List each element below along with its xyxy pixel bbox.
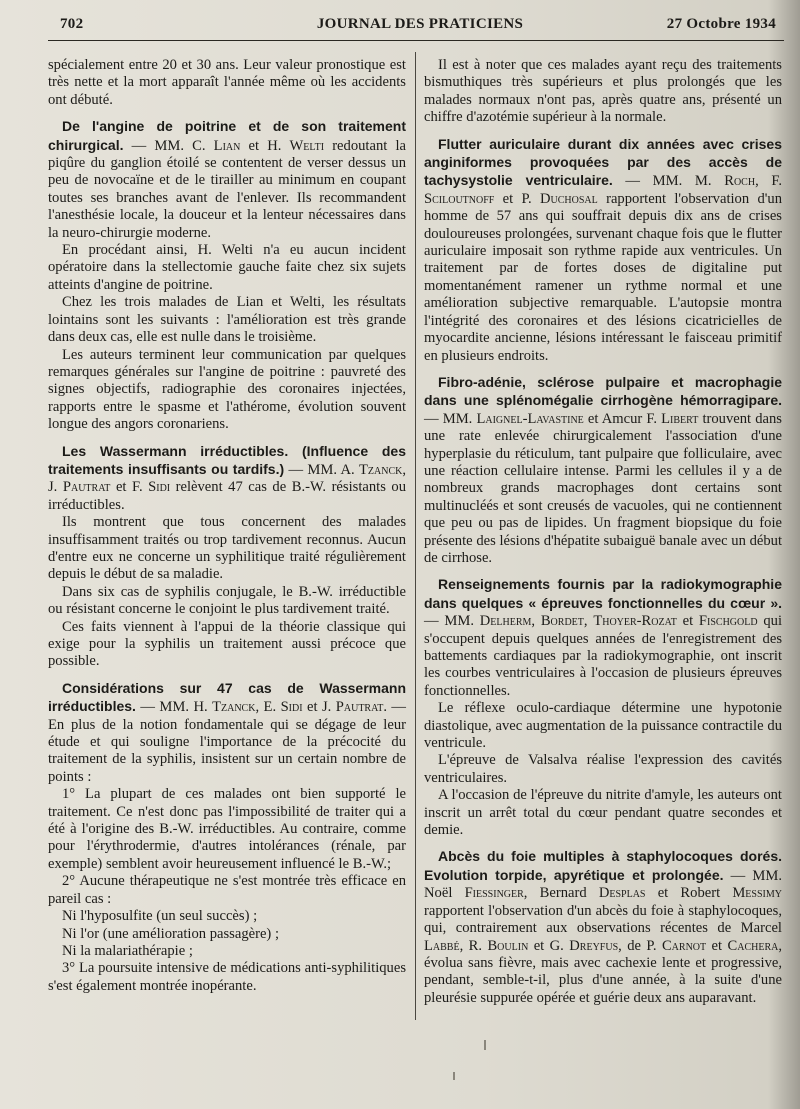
author-name: Lian [213, 137, 241, 154]
print-mark [484, 1040, 486, 1050]
print-mark [453, 1072, 455, 1080]
article-title: Abcès du foie multiples à staphylocoques dorés. Evolution torpide, apyrétique et prolongée. [424, 848, 782, 883]
paragraph: Il est à noter que ces malades ayant reçu des traitements bismuthiques très supérieurs et plus prolongés que les malades normaux n'ont pas, après quatre ans, présenté un chiffre d'azotémie supérieur à la normale. [424, 57, 782, 126]
paragraph: Dans six cas de syphilis conjugale, le B.-W. irréductible ou résistant concerne le conjoint le plus tardivement traité. [48, 583, 406, 618]
reference-name: Dreyfus [569, 937, 619, 954]
author-name: Duchosal [539, 190, 598, 207]
paragraph: 2° Aucune thérapeutique ne s'est montrée très efficace en pareil cas : [48, 873, 406, 907]
reference-name: Labbé [424, 937, 460, 954]
author-name: Laignel-Lavastine [476, 410, 584, 427]
running-header [60, 16, 780, 38]
paragraph: L'épreuve de Valsalva réalise l'expression des cavités ventriculaires. [424, 752, 782, 786]
author-name: Thoyer-Rozat [593, 613, 677, 630]
article-title: Fibro-adénie, sclérose pulpaire et macrophagie dans une splénomégalie cirrhogène hémorragipare. [424, 373, 782, 409]
author-name: Pautrat [335, 699, 384, 716]
column-divider [415, 52, 416, 1020]
author-name: Fiessinger [464, 885, 524, 902]
author-name: Sciloutnoff [424, 190, 495, 207]
article-considerations: Considérations sur 47 cas de Wassermann irréductibles. — MM. H. Tzanck, E. Sidi et J. Pautrat. — En plus de la notion fondamentale qui se dégage de leur étude et qui souligne l'importance de la précocité du traitement de la syphilis, insistent sur un certain nombre de points : [48, 679, 407, 785]
reference-name: Carnot [661, 937, 707, 954]
paragraph: Les auteurs terminent leur communication par quelques remarques générales sur l'angine de poitrine : pauvreté des signes objectifs, radiographie des coronaires injectées, rapports entre le spasme et l'athérome, évolution souvent longue des angors coronariens. [48, 346, 406, 433]
paragraph: A l'occasion de l'épreuve du nitrite d'amyle, les auteurs ont inscrit un arrêt total du cœur pendant quatre secondes et demie. [424, 787, 782, 839]
paragraph: 3° La poursuite intensive de médications anti-syphilitiques s'est également montrée inopérante. [48, 960, 406, 994]
article-angine: De l'angine de poitrine et de son traitement chirurgical. — MM. C. Lian et H. Welti redoutant la piqûre du ganglion étoilé se contentent de verser dessus un peu de novocaïne et de le tirailler au minimum en coupant toutes ses branches avant de l'enlever. Ils recommandent l'anesthésie locale, la douceur et la lenteur nécessaires dans la neuro-chirurgie moderne. [48, 118, 406, 241]
paragraph: Chez les trois malades de Lian et Welti, les résultats lointains sont les suivants : l'amélioration est très grande dans deux cas, elle est nulle dans le troisième. [48, 294, 406, 346]
author-name: Sidi [280, 699, 303, 716]
article-wassermann: Les Wassermann irréductibles. (Influence des traitements insuffisants ou tardifs.) — MM. A. Tzanck, J. Pautrat et F. Sidi relèvent 47 cas de B.-W. résistants ou irréductibles. [48, 442, 406, 513]
paragraph: 1° La plupart de ces malades ont bien supporté le traitement. Ce n'est donc pas l'impossibilité de traiter qui a été à l'origine des B.-W. irréductibles. Au contraire, comme pour l'érythrodermie, d'autres intolérances (rénale, par exemple) semblent avoir heureusement influencé le B.-W.; [48, 786, 406, 872]
author-name: Roch [724, 173, 756, 190]
author-name: Pautrat [62, 479, 111, 496]
page-number: 702 [60, 16, 84, 32]
journal-title: JOURNAL DES PRATICIENS [316, 16, 524, 32]
right-column [424, 57, 782, 1007]
reference-name: Boulin [487, 937, 529, 954]
author-name: Fischgold [698, 613, 758, 630]
header-rule [48, 40, 784, 41]
paragraph: Ni l'hyposulfite (un seul succès) ; [62, 908, 258, 925]
paragraph: Ni l'or (une amélioration passagère) ; [62, 925, 279, 942]
paragraph: spécialement entre 20 et 30 ans. Leur valeur pronostique est très nette et la mort apparaît l'année même où les accidents ont débuté. [48, 57, 406, 108]
reference-name: Cachera [727, 937, 779, 954]
issue-date: 27 Octobre 1934 [666, 16, 776, 32]
author-name: Messimy [732, 885, 782, 902]
author-name: Welti [289, 137, 325, 154]
article-abces-foie: Abcès du foie multiples à staphylocoques dorés. Evolution torpide, apyrétique et prolongée. — MM. Noël Fiessinger, Bernard Desplas et Robert Messimy rapportent l'observation d'un abcès du foie à staphylocoques, qui, contrairement aux observations récentes de Marcel Labbé, R. Boulin et G. Dreyfus, de P. Carnot et Cachera, évolua sans fièvre, mais avec cachexie lente et progressive, pendant, semble-t-il, plus d'une année, à la suite d'une pleurésie suppurée opérée et guérie deux ans auparavant. [424, 848, 783, 1006]
author-name: Desplas [598, 885, 646, 902]
author-name: Sidi [148, 479, 171, 496]
article-flutter: Flutter auriculaire durant dix années avec crises anginiformes provoquées par des accès de tachysystolie ventriculaire. — MM. M. Roch, F. Sciloutnoff et P. Duchosal rapportent l'observation d'un homme de 57 ans qui souffrait depuis dix ans de crises douloureuses prolongées, survenant chaque fois que le flutter auriculaire imposait son rythme rapide aux ventricules. Un traitement par de fortes doses de digitaline put momentanément ramener un rythme normal et une amélioration subjective remarquable. L'autopsie montra l'intégrité des coronaires et des lésions cicatricielles de myocardite ancienne, lésions intéressant le faisceau primitif en plusieurs endroits. [424, 135, 782, 364]
paragraph: En procédant ainsi, H. Welti n'a eu aucun incident opératoire dans la stellectomie gauche faite chez six sujets atteints d'angine de poitrine. [48, 242, 406, 293]
author-name: Delherm [479, 613, 532, 630]
author-name: Tzanck [212, 699, 256, 716]
author-name: Libert [661, 410, 699, 427]
author-name: Bordet [540, 613, 584, 630]
article-radiokymographie: Renseignements fournis par la radiokymographie dans quelques « épreuves fonctionnelles du cœur ». — MM. Delherm, Bordet, Thoyer-Rozat et Fischgold qui s'occupent depuis quelques années de l'enregistrement des battements cardiaques par la radiokymographie, ont inscrit les courbes ventriculaires à l'occasion de plusieurs épreuves fonctionnelles. [424, 576, 783, 699]
paragraph: Le réflexe oculo-cardiaque détermine une hypotonie diastolique, avec augmentation de la puissance contractile du ventricule. [424, 700, 782, 752]
article-title: Renseignements fournis par la radiokymographie dans quelques « épreuves fonctionnelles du cœur ». [424, 576, 782, 611]
paragraph: Ni la malariathérapie ; [62, 942, 193, 959]
article-title: Les Wassermann irréductibles. (Influence des traitements insuffisants ou tardifs.) [48, 442, 406, 477]
author-name: Tzanck [358, 461, 403, 478]
paragraph: Ils montrent que tous concernent des malades insuffisamment traités ou trop tardivement reconnus. Aucun d'entre eux ne concerne un syphilitique traité régulièrement depuis le début de sa maladie. [48, 514, 406, 583]
article-fibro-adenie: Fibro-adénie, sclérose pulpaire et macrophagie dans une splénomégalie cirrhogène hémorragipare. — MM. Laignel-Lavastine et Amcur F. Libert trouvent dans une rate enlevée chirurgicalement l'association d'une hyperplasie du réticulum, tant pulpaire que folliculaire, avec une réaction cellulaire intense. Parmi les cellules il y a de nombreux grands macrophages dont certains sont multinucléés et sont creusés de vacuoles, qui ne contiennent que peu ou pas de lipides. Un fragment biopsique du foie présente des lésions d'hépatite subaiguë banale avec un début de cirrhose. [424, 373, 782, 566]
article-title: Considérations sur 47 cas de Wassermann irréductibles. [48, 679, 406, 715]
left-column [48, 57, 406, 995]
article-title: De l'angine de poitrine et de son traitement chirurgical. [48, 118, 406, 153]
article-title: Flutter auriculaire durant dix années avec crises anginiformes provoquées par des accès de tachysystolie ventriculaire. [424, 135, 782, 189]
paragraph: Ces faits viennent à l'appui de la théorie classique qui exige pour la syphilis un traitement aussi précoce que possible. [48, 618, 406, 670]
